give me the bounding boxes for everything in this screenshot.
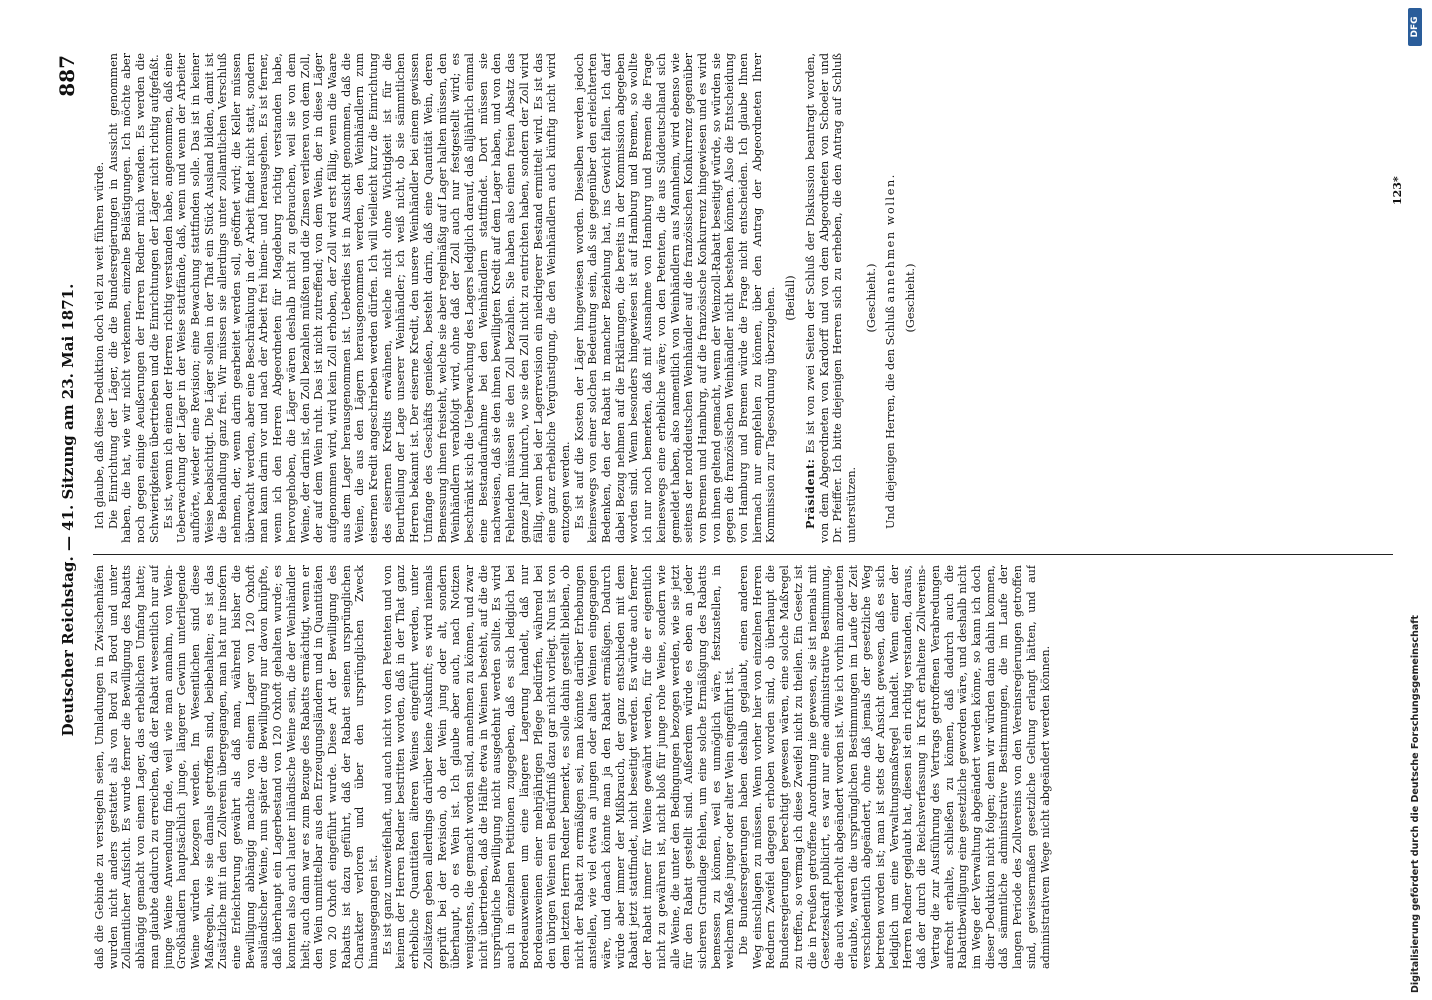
rotated-page-content (55, 45, 1415, 975)
right-column (93, 53, 1393, 543)
left-paragraph-1: daß die Gebinde zu versiegeln seien, Umladungen in Zwischenhäfen wurden nicht anders gestattet als von Bord zu Bord und unter Zollamtlicher Aufsicht. Es wurde ferner die Bewilligung des Rabatts abhängig gemacht von einem Lager, das erheblichen Umfang hatte; man glaubte dadurch zu erreichen, daß der Rabatt wesentlich nur auf junge Weine Anwendung finde, weil wie man annahm, von Wein-Großhändlern hauptsächlich junge, längerer Gewinn unterliegende Weine würden bezogen werden. Im Wesentlichen sind diese Maßregeln, wie sie damals getroffen sind, beibehalten; es ist das Zusätzliche mit in den Zollverein übergegangen, man hat nur insofern eine Erleichterung gewährt als daß man, während bisher die Bewilligung abhängig machte von einem Lager von 120 Oxhoft ausländischer Weine, nun später die Bewilligung nur davon knüpfte, daß überhaupt ein Lagerbestand von 120 Oxhoft gehalten wurde; es konnten also auch lauter inländische Weine sein, die der Weinhändler hielt; auch dann war es zum Bezuge des Rabatts ermächtigt, wenn er den Wein unmittelbar aus den Erzeugungsländern und in Quantitäten von 20 Oxhoft eingeführt wurde. Diese Art der Bewilligung des Rabatts ist dazu geführt, daß der Rabatt seinen ursprünglichen Charakter verloren und über den ursprünglichen Zweck hinausgegangen ist. (93, 565, 381, 969)
right-paragraph-1: Ich glaube, daß diese Deduktion doch viel zu weit führen würde. (93, 161, 106, 529)
signature-number: 123* (1391, 176, 1404, 205)
speaker-label: Präsident: (802, 458, 817, 529)
applause-note: (Beifall) (784, 275, 798, 321)
closing-emphasis: annehmen wollen. (884, 173, 898, 303)
page-header (55, 45, 85, 975)
closing-note: (Geschieht.) (904, 263, 918, 333)
interjection-note: (Geschieht.) (864, 263, 878, 333)
column-divider (93, 554, 1393, 555)
left-column (93, 565, 1393, 969)
dfg-logo-icon (1408, 8, 1422, 46)
dfg-logo-text: DFG (1410, 16, 1420, 38)
right-paragraph-3: Es ist, wenn ich einen der Herren richtig verstanden habe, angenommen, daß eine Ueberwachung der Läger in der Weise stattfände, daß, wenn und wenn der Arbeiter aufhörte, wieder eine Revision; eine Bewachung stattfinden solle. Das ist in keiner Weise beabsichtigt. Die Läger sollen in der That ein Stück Ausland bilden, damit ist die Behandlung ganz frei. Wir müssen sie allerdings unter zollamtlichen Verschluß nehmen, der, wenn darin gearbeitet werden soll, geöffnet wird; die Keller müssen überwacht werden, aber eine Beschränkung in der Arbeit findet nicht statt, sondern man kann darin vor und nach der Arbeit frei hinein- und herausgehen. Es ist ferner, wenn ich den Herren Abgeordneten für Magdeburg richtig verstanden habe, hervorgehoben, die Läger wären deshalb nicht zu gebrauchen, weil sie von dem Weine, der darin ist, den Zoll bezahlen müßten und die Zinsen verlieren von dem Zoll, der auf dem Wein ruht. Das ist nicht zutreffend; von dem Wein, der in diese Läger aufgenommen wird, wird kein Zoll erhoben, der Zoll wird erst fällig, wenn die Waare aus dem Lager herausgenommen ist. Ueberdies ist in Aussicht genommen, daß die Weine, die aus den Lägern herausgenommen werden, den Weinhändlern zum eisernen Kredit angeschrieben werden dürfen. Ich will vielleicht kurz die Einrichtung des eisernen Kredits erwähnen, welche nicht ohne Wichtigkeit ist für die Beurtheilung der Lage unserer Weinhändler; ich weiß nicht, ob sie sämmtlichen Herren bekannt ist. Der eiserne Kredit, den unsere Weinhändler bei einem gewissen Umfange des Geschäfts genießen, besteht darin, daß eine Quantität Wein, deren Bemessung ihnen freisteht, welche sie aber regelmäßig auf Lager halten müssen, den Weinhändlern verabfolgt wird, ohne daß der Zoll auch nur festgestellt wird; es beschränkt sich die Ueberwachung des Lagers lediglich darauf, daß alljährlich einmal eine Bestandaufnahme bei den Weinhändlern stattfindet. Dort müssen sie nachweisen, daß sie den ihnen bewilligten Kredit auf dem Lager haben, und von den Fehlenden müssen sie den Zoll bezahlen. Sie haben also einen freien Absatz das ganze Jahr hindurch, wo sie den Zoll nicht zu entrichten haben, sondern der Zoll wird fällig, wenn bei der Lagerrevision ein niedrigerer Bestand ermittelt wird. Es ist das eine ganz erhebliche Vergünstigung, die den Weinhändlern auch künftig nicht wird entzogen werden. (161, 53, 572, 543)
right-paragraph-4: Es ist auf die Kosten der Läger hingewiesen worden. Dieselben werden jedoch keineswegs von einer solchen Bedeutung sein, daß sie gegenüber den erleichterten Bedenken, den der Rabatt in mancher Beziehung hat, ins Gewicht fallen. Ich darf dabei Bezug nehmen auf die Erklärungen, die bereits in der Kommission abgegeben worden sind. Wenn besonders hingewiesen ist auf Hamburg und Bremen, so wollte ich nur noch bemerken, daß mit Ausnahme von Hamburg und Bremen die Frage keineswegs eine erhebliche wäre; von den Petenten, die aus Süddeutschland sich gemeldet haben, also namentlich von Weinhändlern aus Mannheim, wird ebenso wie seitens der norddeutschen Weinhändler auf die französischen Konkurrenz gegenüber von Bremen und Hamburg, auf die französische Konkurrenz hingewiesen und es wird von ihnen geltend gemacht, wenn der Weinzoll-Rabatt beseitigt würde, so würden sie gegen die französischen Weinhändler nicht bestehen können. Also die Entscheidung von Hamburg und Bremen würde die Frage nicht entscheiden. Ich glaube Ihnen hiernach nur empfehlen zu können, über den Antrag der Abgeordneten Ihrer Kommission zur Tagesordnung überzugehen. (572, 53, 778, 543)
dfg-credit-strip (1404, 5, 1428, 995)
page-number: 887 (55, 55, 79, 97)
dfg-credit-text: Digitalisierung gefördert durch die Deutsche Forschungsgemeinschaft (1410, 615, 1421, 993)
right-paragraph-2: Die Einrichtung der Läger, die die Bundesregierungen in Aussicht genommen haben, die hat, wie wir nicht verkennen, einzelne Belästigungen. Ich möchte aber noch gegen einige Aeußerungen der Herren Redner mich wenden. Es werden die Schwierigkeiten übertrieben und die Einrichtungen der Läger nicht richtig aufgefaßt. (106, 53, 161, 543)
left-paragraph-2: Es ist ganz unzweifelhaft, und auch nicht von den Petenten und von keinem der Herren Redner bestritten worden, daß in der That ganz erhebliche Quantitäten älteren Weines eingeführt werden, unter Zollsätzen geben allerdings darüber keine Auskunft; es wird niemals geprüft bei der Revision, ob der Wein jung oder alt, sondern überhaupt, ob es Wein ist. Ich glaube aber auch, nach Notizen wenigstens, die gemacht worden sind, annehmen zu können, und zwar nicht übertrieben, daß die Hälfte etwa in Weinen besteht, auf die die ursprüngliche Bewilligung nicht ausgedehnt werden sollte. Es wird auch in einzelnen Petitionen zugegeben, daß es sich lediglich bei Bordeauxweinen um eine längere Lagerung handelt, daß nur Bordeauxweinen einer mehrjährigen Pflege bedürfen, während bei den übrigen Weinen ein Bedürfniß dazu gar nicht vorliegt. Nun ist von dem letzten Herrn Redner bemerkt, es solle dahin gestellt bleiben, ob nicht der Rabatt zu ermäßigen sei, man könnte darüber Erhebungen anstellen, wie viel etwa an jungen oder alten Weinen eingegangen wäre, und danach könnte man ja den Rabatt ermäßigen. Dadurch würde aber immer der Mißbrauch, der ganz entschieden mit dem Rabatt jetzt stattfindet, nicht beseitigt werden. Es würde auch ferner der Rabatt immer für Weine gewährt werden, für die er eigentlich nicht zu gewähren ist, nicht bloß für junge rohe Weine, sondern wie alle Weine, die unter den Bedingungen bezogen werden, wie sie jetzt für den Rabatt gestellt sind. Außerdem würde es eben an jeder sicheren Grundlage fehlen, um eine solche Ermäßigung des Rabatts bemessen zu können, weil es unmöglich wäre, festzustellen, in welchem Maße junger oder alter Wein eingeführt ist. (380, 565, 737, 969)
president-text: Es ist von zwei Seiten der Schluß der Diskussion beantragt worden, von dem Abgeordneten von Kardorff und von dem Abgeordneten von Schoeler und Dr. Pfeiffer. Ich bitte diejenigen Herren sich zu erheben, die den Antrag auf Schluß unterstützen. (803, 53, 858, 543)
left-paragraph-3: Die Bundesregierungen haben deshalb geglaubt, einen anderen Weg einschlagen zu müssen. Wenn vorher hier von einzelnen Herren Rednern Zweifel dagegen erhoben worden sind, ob überhaupt die Bundesregierungen berechtigt gewesen wären, eine solche Maßregel zu treffen, so vermag ich diese Zweifel nicht zu theilen. Ein Gesetz ist die in Preußen getroffene Anordnung nie gewesen, sie ist niemals mit Gesetzeskraft publicirt, es war nur eine administrative Bestimmung, die auch wiederholt abgeändert worden ist. Wie ich vorhin anzudeuten erlaubte, waren die ursprünglichen Bestimmungen im Laufe der Zeit verschiedentlich abgeändert, ohne daß jemals der gesetzliche Weg betreten worden ist; man ist stets der Ansicht gewesen, daß es sich lediglich um eine Verwaltungsmaßregel handelt. Wenn einer der Herren Redner geglaubt hat, diesen ist ein richtig verstanden, daraus, daß der durch die Reichsverfassung in Kraft erhaltene Zollvereins-Vertrag die zur Ausführung des Vertrags getroffenen Verabredungen aufrecht erhalte, schließen zu können, daß dadurch auch die Rabattbewilligung eine gesetzliche geworden wäre, und deshalb nicht im Wege der Verwaltung abgeändert werden könne, so kann ich doch dieser Deduktion nicht folgen; denn wir würden dann dahin kommen, daß sämmtliche administrative Bestimmungen, die im Laufe der langen Periode des Zollvereins von den Vereinsregierungen getroffen sind, gewissermaßen gesetzliche Geltung erlangt hätten, und auf administrativem Wege nicht abgeändert werden können. (737, 565, 1052, 969)
closing-paragraph (884, 53, 898, 543)
president-paragraph (804, 53, 859, 543)
header-title: Deutscher Reichstag. — 41. Sitzung am 23. Mai 1871. (59, 283, 77, 737)
closing-prefix: Und diejenigen Herren, die den Schluß (884, 306, 898, 529)
